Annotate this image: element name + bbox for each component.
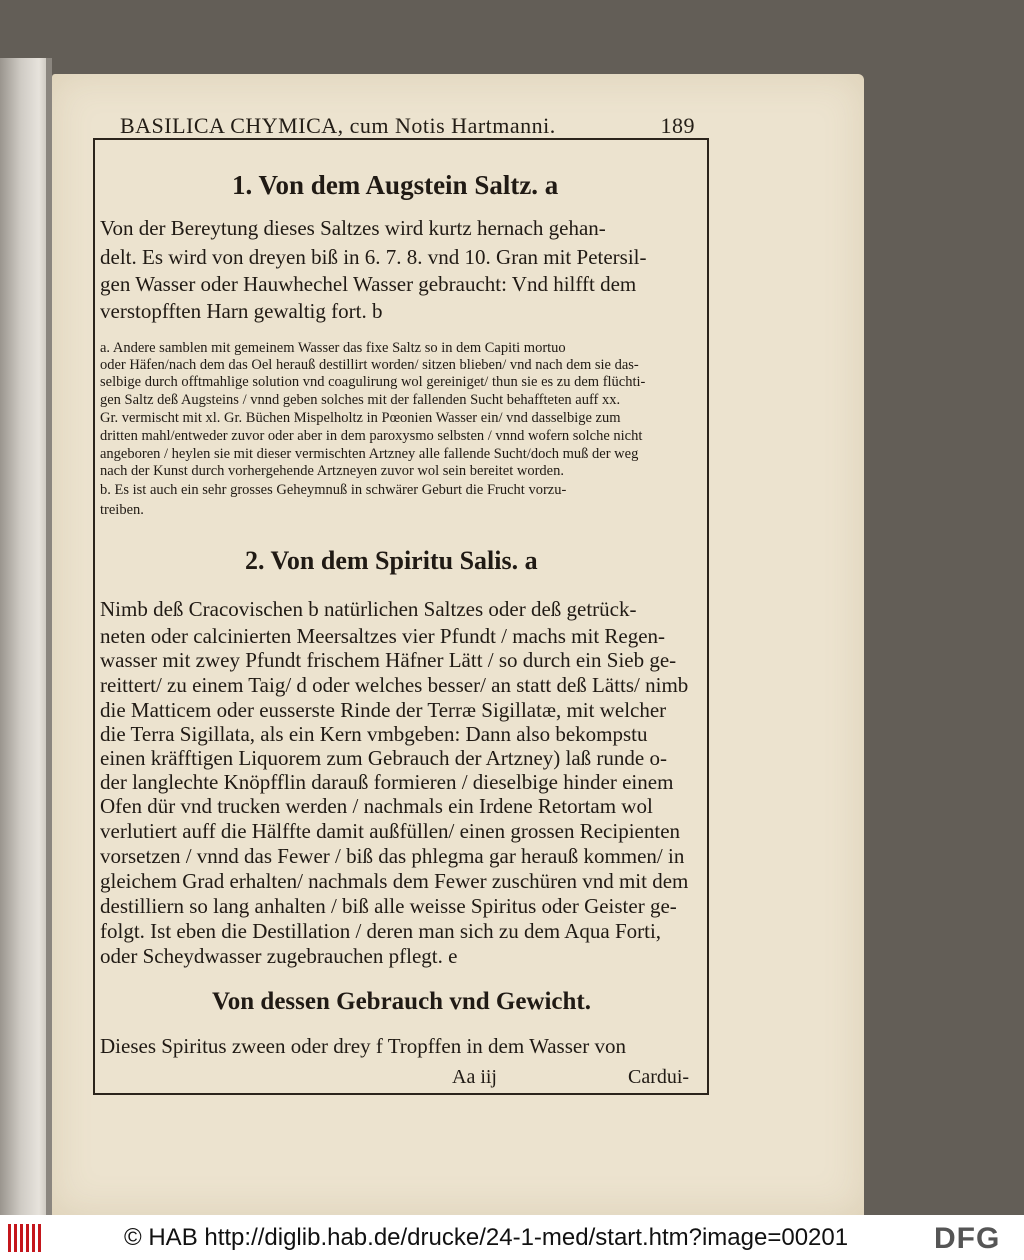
body-line: Ofen dür vnd trucken werden / nachmals ein Irdene Retortam wol — [100, 794, 653, 818]
running-header — [120, 113, 695, 139]
running-title: BASILICA CHYMICA, cum Notis Hartmanni. — [120, 113, 556, 138]
footnote-line: selbige durch offtmahlige solution vnd coagulirung wol gereiniget/ thun sie es zu dem flüchti- — [100, 374, 646, 390]
footnote-line: nach der Kunst durch vorhergehende Artzneyen zuvor wol sein bereitet worden. — [100, 463, 564, 479]
footnote-line: dritten mahl/entweder zuvor oder aber in dem paroxysmo selbsten / vnnd wofern solche nicht — [100, 428, 643, 444]
body-line: die Terra Sigillata, als ein Kern vmbgeben: Dann also bekompstu — [100, 722, 648, 746]
footnote-line: Gr. vermischt mit xl. Gr. Büchen Mispelholtz in Pœonien Wasser ein/ vnd dasselbige zum — [100, 410, 621, 426]
body-line: wasser mit zwey Pfundt frischem Häfner Lätt / so durch ein Sieb ge- — [100, 648, 677, 672]
footnote-line: oder Häfen/nach dem das Oel herauß destillirt worden/ sitzen blieben/ vnd nach dem sie das- — [100, 357, 639, 373]
body-line: folgt. Ist eben die Destillation / deren man sich zu dem Aqua Forti, — [100, 919, 662, 943]
body-line: reittert/ zu einem Taig/ d oder welches besser/ an statt deß Lätts/ nimb — [100, 673, 689, 697]
footnote-line: b. Es ist auch ein sehr grosses Geheymnuß in schwärer Geburt die Frucht vorzu- — [100, 482, 567, 498]
previous-page-edge — [0, 58, 52, 1215]
footnote-line: treiben. — [100, 502, 144, 518]
footnote-line: a. Andere samblen mit gemeinem Wasser das fixe Saltz so in dem Capiti mortuo — [100, 340, 566, 356]
body-line: gleichem Grad erhalten/ nachmals dem Fewer zuschüren vnd mit dem — [100, 869, 689, 893]
body-line: destilliern so lang anhalten / biß alle weisse Spiritus oder Geister ge- — [100, 894, 677, 918]
body-line: delt. Es wird von dreyen biß in 6. 7. 8. vnd 10. Gran mit Petersil- — [100, 245, 647, 269]
body-line: einen kräfftigen Liquorem zum Gebrauch der Artzney) laß runde o- — [100, 746, 667, 770]
section-3-heading: Von dessen Gebrauch vnd Gewicht. — [212, 988, 591, 1015]
body-line: Nimb deß Cracovischen b natürlichen Saltzes oder deß getrück- — [100, 597, 637, 621]
footnote-line: angeboren / heylen sie mit dieser vermischten Artzney alle fallende Sucht/doch muß der weg — [100, 446, 639, 462]
body-line: vorsetzen / vnnd das Fewer / biß das phlegma gar herauß kommen/ in — [100, 844, 685, 868]
dfg-logo: DFG — [934, 1222, 1001, 1255]
catchword: Cardui- — [628, 1066, 690, 1088]
body-line: gen Wasser oder Hauwhechel Wasser gebraucht: Vnd hilfft dem — [100, 272, 637, 296]
body-line: die Matticem oder eusserste Rinde der Terræ Sigillatæ, mit welcher — [100, 698, 667, 722]
body-line: oder Scheydwasser zugebrauchen pflegt. e — [100, 944, 458, 968]
signature-mark: Aa iij — [452, 1066, 497, 1088]
body-line: Dieses Spiritus zween oder drey f Tropffen in dem Wasser von — [100, 1034, 626, 1058]
body-line: Von der Bereytung dieses Saltzes wird kurtz hernach gehan- — [100, 216, 606, 240]
page-number: 189 — [660, 113, 695, 138]
hab-logo-icon — [8, 1224, 44, 1252]
footer-credit-link[interactable]: © HAB http://diglib.hab.de/drucke/24-1-med/start.htm?image=00201 — [124, 1224, 849, 1251]
footnote-line: gen Saltz deß Augsteins / vnnd geben solches mit der fallenden Sucht behaffteten auff xx. — [100, 392, 621, 408]
section-2-heading: 2. Von dem Spiritu Salis. a — [245, 546, 538, 575]
body-line: neten oder calcinierten Meersaltzes vier Pfundt / machs mit Regen- — [100, 624, 666, 648]
body-line: der langlechte Knöpfflin darauß formieren / dieselbige hinder einem — [100, 770, 674, 794]
section-1-heading: 1. Von dem Augstein Saltz. a — [232, 170, 559, 200]
body-line: verstopfften Harn gewaltig fort. b — [100, 299, 383, 323]
body-line: verlutiert auff die Hälffte damit außfüllen/ einen grossen Recipienten — [100, 819, 681, 843]
